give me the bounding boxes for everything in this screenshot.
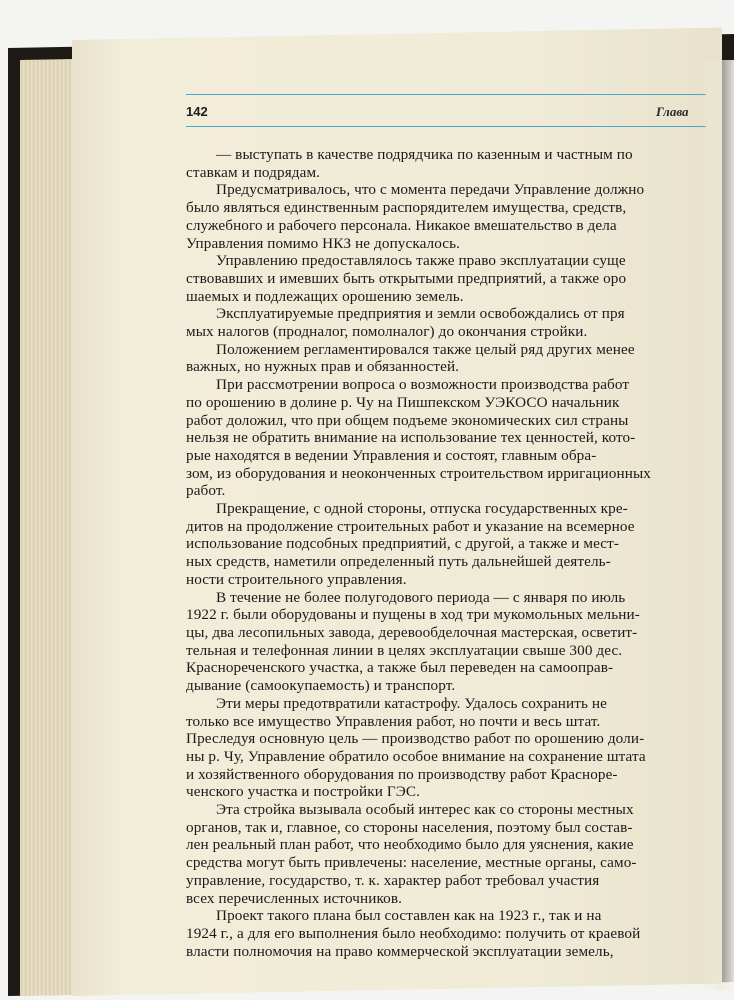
text-line: использование подсобных предприятий, с другой, а также и мест- [186, 535, 620, 553]
text-line: Управлению предоставлялось также право эксплуатации суще [216, 252, 626, 270]
text-line: Преследуя основную цель — производство работ по орошению доли- [186, 730, 645, 748]
text-line: управление, государство, т. к. характер работ требовал участия [186, 871, 600, 889]
text-line: Эти меры предотвратили катастрофу. Удалось сохранить не [216, 694, 607, 712]
page-edges [20, 59, 80, 996]
text-line: Эксплуатируемые предприятия и земли освобождались от пря [216, 305, 625, 323]
text-line: При рассмотрении вопроса о возможности производства работ [216, 376, 630, 394]
text-line: Предусматривалось, что с момента передачи Управление должно [216, 181, 645, 199]
text-line: нельзя не обратить внимание на использование тех ценностей, кото- [186, 429, 636, 447]
text-line: дывание (самоокупаемость) и транспорт. [186, 677, 456, 695]
page-number: 142 [186, 104, 208, 119]
header-rule-bottom [186, 126, 706, 127]
text-line: только все имущество Управления работ, но почти и весь штат. [186, 712, 601, 730]
text-line: дитов на продолжение строительных работ и указание на всемерное [186, 517, 635, 535]
text-line: ствовавших и имевших быть открытыми предприятий, а также оро [186, 269, 627, 287]
text-line: власти полномочия на право коммерческой эксплуатации земель, [186, 942, 614, 960]
text-line: зом, из оборудования и неоконченных строительством ирригационных [186, 464, 651, 482]
text-line: шаемых и подлежащих орошению земель. [186, 287, 464, 305]
text-line: 1922 г. были оборудованы и пущены в ход три мукомольных мельни- [186, 606, 640, 624]
text-line: Эта стройка вызывала особый интерес как со стороны местных [216, 801, 634, 819]
header-rule-top [186, 94, 706, 95]
text-line: В течение не более полугодового периода — с января по июль [216, 588, 626, 606]
body-text [186, 146, 706, 960]
text-line: цы, два лесопильных завода, деревообделочная мастерская, осветит- [186, 623, 638, 641]
text-line: ченского участка и постройки ГЭС. [186, 783, 420, 801]
text-line: ставкам и подрядам. [186, 163, 321, 181]
text-line: органов, так и, главное, со стороны населения, поэтому был состав- [186, 818, 633, 836]
text-line: Управления помимо НКЗ не допускалось. [186, 234, 461, 252]
text-line: рые находятся в ведении Управления и состоят, главным обра- [186, 446, 597, 464]
text-line: — выступать в качестве подрядчика по казенным и частным по [216, 146, 633, 163]
text-line: средства могут быть привлечены: население, местные органы, само- [186, 854, 637, 872]
text-line: мых налогов (продналог, помолналог) до окончания стройки. [186, 323, 588, 341]
text-line: тельная и телефонная линии в целях эксплуатации свыше 300 дес. [186, 641, 623, 659]
text-line: Положением регламентировался также целый ряд других менее [216, 340, 635, 358]
text-line: ности строительного управления. [186, 570, 407, 588]
text-line: ных средств, наметили определенный путь дальнейшей деятель- [186, 553, 611, 571]
text-line: Прекращение, с одной стороны, отпуска государственных кре- [216, 500, 628, 518]
text-line: важных, но нужных прав и обязанностей. [186, 358, 460, 376]
running-header-chapter: Глава [656, 104, 689, 119]
text-line: работ доложил, что при общем подъеме экономических сил страны [186, 411, 629, 429]
text-line: по орошению в долине р. Чу на Пишпекском УЭКОСО начальник [186, 393, 620, 411]
text-line: было являться единственным распорядителем имущества, средств, [186, 199, 627, 217]
text-line: и хозяйственного оборудования по производству работ Красноре- [186, 765, 618, 783]
text-line: служебного и рабочего персонала. Никакое вмешательство в дела [186, 216, 617, 234]
text-line: ны р. Чу, Управление обратило особое внимание на сохранение штата [186, 747, 646, 765]
text-line: Проект такого плана был составлен как на 1923 г., так и на [216, 907, 602, 925]
text-line: лен реальный план работ, что необходимо было для уяснения, какие [186, 836, 634, 854]
text-line: работ. [186, 482, 226, 500]
page-curl-fade [700, 60, 734, 990]
text-line: всех перечисленных источников. [186, 889, 403, 907]
text-line: 1924 г., а для его выполнения было необходимо: получить от краевой [186, 924, 641, 942]
text-line: Краснореченского участка, а также был переведен на самооправ- [186, 659, 614, 677]
